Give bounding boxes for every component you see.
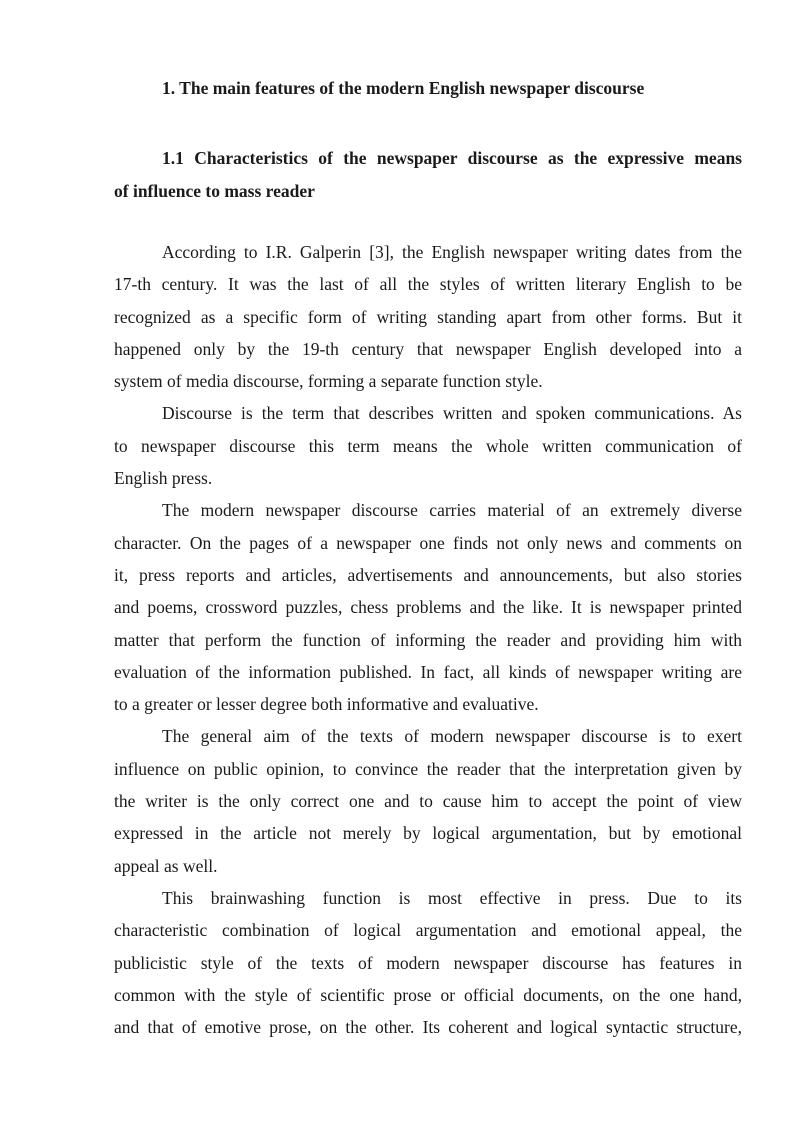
text-line: This brainwashing function is most effective in press. Due to its xyxy=(162,887,742,908)
text-line: recognized as a specific form of writing standing apart from other forms. But it xyxy=(114,306,742,327)
text-line: to newspaper discourse this term means the whole written communication of xyxy=(114,435,742,456)
text-line: the writer is the only correct one and to cause him to accept the point of view xyxy=(114,791,742,812)
text-line: characteristic combination of logical argumentation and emotional appeal, the xyxy=(114,920,742,941)
text-line: According to I.R. Galperin [3], the English newspaper writing dates from the xyxy=(162,242,742,262)
paragraph-discourse-definition xyxy=(114,397,742,494)
paragraph-galperin xyxy=(114,236,742,397)
text-line: expressed in the article not merely by logical argumentation, but by emotional xyxy=(114,823,742,844)
text-line: system of media discourse, forming a separate function style. xyxy=(114,371,543,392)
paragraph-brainwashing-function xyxy=(114,882,742,1043)
text-line: Discourse is the term that describes written and spoken communications. As xyxy=(162,403,742,424)
text-line: publicistic style of the texts of modern newspaper discourse has features in xyxy=(114,952,742,973)
text-line: evaluation of the information published. In fact, all kinds of newspaper writing are xyxy=(114,661,742,682)
text-line: The modern newspaper discourse carries material of an extremely diverse xyxy=(162,500,742,521)
text-line: The general aim of the texts of modern newspaper discourse is to exert xyxy=(162,726,742,747)
chapter-heading: 1. The main features of the modern English newspaper discourse xyxy=(162,78,645,98)
section-heading xyxy=(114,142,742,207)
text-line: it, press reports and articles, advertisements and announcements, but also stories xyxy=(114,564,742,585)
text-line: happened only by the 19-th century that newspaper English developed into a xyxy=(114,338,742,359)
text-line: character. On the pages of a newspaper one finds not only news and comments on xyxy=(114,532,742,553)
text-line: 17-th century. It was the last of all the styles of written literary English to be xyxy=(114,274,742,295)
text-line: and poems, crossword puzzles, chess problems and the like. It is newspaper printed xyxy=(114,597,742,618)
text-line: to a greater or lesser degree both informative and evaluative. xyxy=(114,694,539,715)
text-line: influence on public opinion, to convince the reader that the interpretation given by xyxy=(114,758,742,779)
text-line: matter that perform the function of informing the reader and providing him with xyxy=(114,629,742,650)
paragraph-diverse-material xyxy=(114,494,742,720)
section-heading-line: 1.1 Characteristics of the newspaper discourse as the expressive means xyxy=(162,148,742,168)
paragraph-general-aim xyxy=(114,720,742,881)
text-line: appeal as well. xyxy=(114,855,218,876)
body-text xyxy=(114,236,742,1043)
text-line: and that of emotive prose, on the other. Its coherent and logical syntactic structure, xyxy=(114,1017,742,1038)
text-line: English press. xyxy=(114,468,213,489)
section-heading-line: of influence to mass reader xyxy=(114,180,315,201)
text-line: common with the style of scientific prose or official documents, on the one hand, xyxy=(114,984,742,1005)
